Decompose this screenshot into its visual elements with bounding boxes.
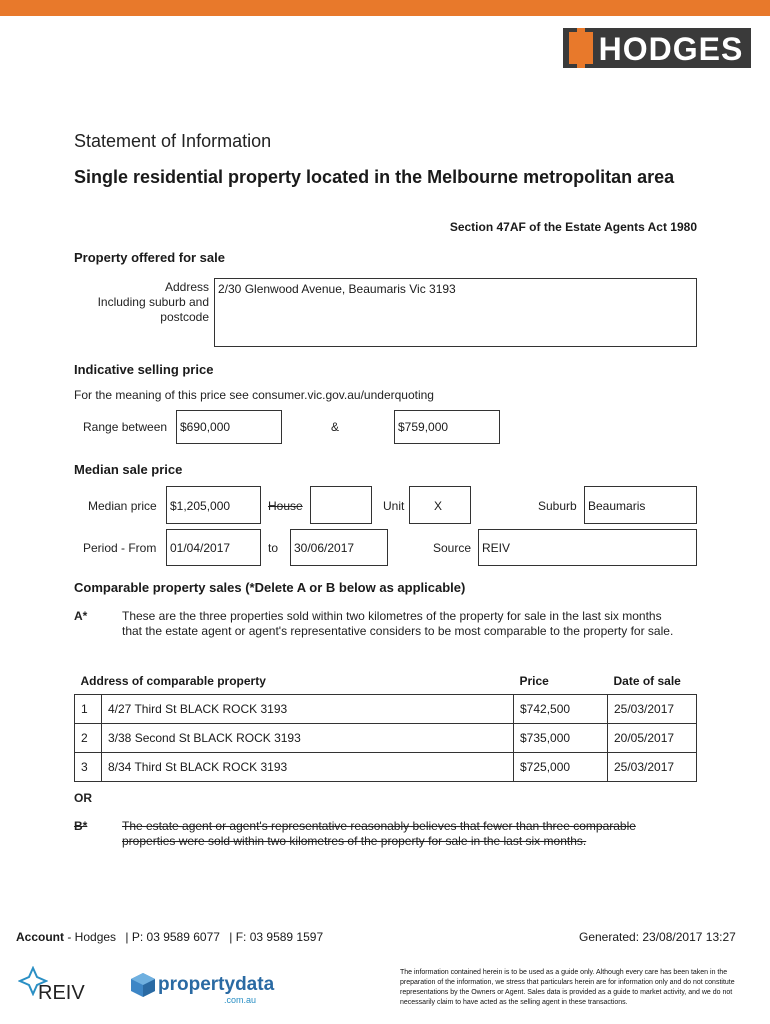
property-heading: Property offered for sale	[74, 250, 225, 265]
row-price[interactable]: $735,000	[514, 724, 608, 753]
generated-timestamp: Generated: 23/08/2017 13:27	[579, 930, 736, 944]
reiv-logo	[18, 966, 98, 1006]
row-date[interactable]: 20/05/2017	[608, 724, 697, 753]
hodges-logo	[563, 26, 751, 68]
source-field[interactable]: REIV	[478, 529, 697, 566]
range-label: Range between	[83, 420, 168, 434]
table-header-row	[75, 668, 697, 695]
address-label	[74, 280, 209, 325]
col-price-header: Price	[519, 674, 549, 688]
account-value: - Hodges	[67, 930, 117, 944]
propertydata-logo	[130, 972, 275, 1008]
disclaimer-text: The information contained herein is to be used as a guide only. Although every care has been taken in the preparation of the information, we stress that particulars herein are for information only and do not constitute representations by the Owners or Agent. Sales data is provided as a guide to market activity, and we do not necessarily claim to have acted as the selling agent in these transactions.	[400, 969, 735, 1006]
address-label-line-1: Address	[164, 280, 209, 294]
source-label: Source	[433, 541, 472, 555]
row-date[interactable]: 25/03/2017	[608, 695, 697, 724]
header-bar	[0, 0, 770, 16]
median-price-label: Median price	[88, 499, 157, 513]
option-b-marker: B*	[74, 819, 88, 833]
row-address[interactable]: 8/34 Third St BLACK ROCK 3193	[102, 753, 514, 782]
propertydata-domain: .com.au	[224, 995, 257, 1005]
unit-label: Unit	[383, 499, 405, 513]
row-date[interactable]: 25/03/2017	[608, 753, 697, 782]
row-number: 1	[75, 695, 102, 724]
main-title: Single residential property located in the Melbourne metropolitan area	[74, 167, 675, 187]
row-price[interactable]: $725,000	[514, 753, 608, 782]
house-label: House	[268, 499, 303, 513]
propertydata-cube-icon	[130, 972, 156, 998]
table-row	[75, 753, 697, 782]
footer-phone: | P: 03 9589 6077	[125, 930, 220, 944]
median-price-field[interactable]: $1,205,000	[166, 486, 261, 524]
option-b-text: The estate agent or agent's representative reasonably believes that fewer than three comparable properties were sold within two kilometres of the property for sale in the last six months.	[122, 819, 636, 848]
address-label-line-2: Including suburb and	[97, 295, 209, 309]
suburb-field[interactable]: Beaumaris	[584, 486, 697, 524]
row-price[interactable]: $742,500	[514, 695, 608, 724]
row-address[interactable]: 3/38 Second St BLACK ROCK 3193	[102, 724, 514, 753]
address-field[interactable]: 2/30 Glenwood Avenue, Beaumaris Vic 3193	[214, 278, 697, 347]
period-from-field[interactable]: 01/04/2017	[166, 529, 261, 566]
median-heading: Median sale price	[74, 462, 183, 477]
unit-field[interactable]: X	[409, 486, 471, 524]
option-a-marker: A*	[74, 609, 88, 623]
footer-account	[16, 930, 323, 944]
table-row	[75, 724, 697, 753]
period-to-label: to	[268, 541, 279, 555]
range-low-field[interactable]: $690,000	[176, 410, 282, 444]
row-number: 3	[75, 753, 102, 782]
range-high-field[interactable]: $759,000	[394, 410, 500, 444]
propertydata-text: propertydata	[158, 974, 275, 995]
or-label: OR	[74, 791, 92, 805]
option-a-text: These are the three properties sold within two kilometres of the property for sale in the last six months that the estate agent or agent's representative considers to be most comparable to the property for sale.	[122, 609, 674, 638]
col-address-header: Address of comparable property	[80, 674, 266, 688]
comparable-heading: Comparable property sales (*Delete A or B below as applicable)	[74, 580, 466, 595]
account-label: Account	[16, 930, 64, 944]
period-from-label: Period - From	[83, 541, 157, 555]
range-and-label: &	[331, 420, 340, 434]
logo-text: HODGES	[598, 31, 744, 67]
table-row	[75, 695, 697, 724]
footer-fax: | F: 03 9589 1597	[229, 930, 324, 944]
row-number: 2	[75, 724, 102, 753]
reiv-text: REIV	[38, 982, 85, 1004]
row-address[interactable]: 4/27 Third St BLACK ROCK 3193	[102, 695, 514, 724]
document-title: Statement of Information	[74, 131, 272, 151]
section-reference: Section 47AF of the Estate Agents Act 1980	[449, 220, 697, 234]
col-date-header: Date of sale	[613, 674, 681, 688]
underquoting-note: For the meaning of this price see consumer.vic.gov.au/underquoting	[74, 388, 434, 402]
suburb-label: Suburb	[538, 499, 577, 513]
address-label-line-3: postcode	[160, 310, 209, 324]
house-field[interactable]	[310, 486, 372, 524]
comparable-table	[74, 668, 697, 782]
indicative-heading: Indicative selling price	[74, 362, 214, 377]
period-to-field[interactable]: 30/06/2017	[290, 529, 388, 566]
